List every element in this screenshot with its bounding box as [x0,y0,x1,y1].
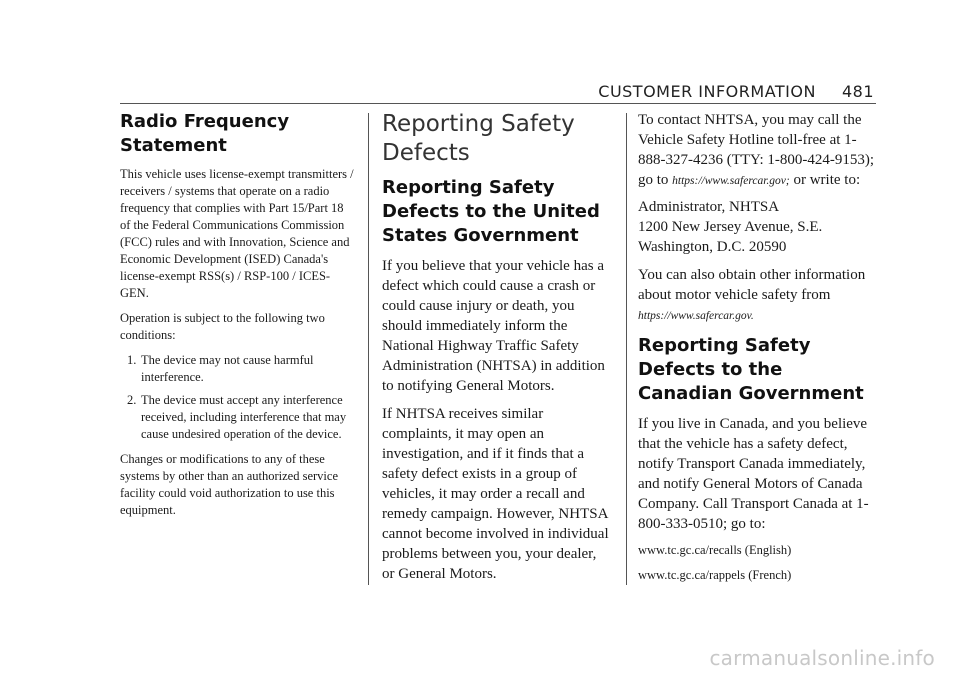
column-divider-1 [368,113,369,585]
list-text: The device must accept any interference received, including interference that may cause undesired operation of the device. [141,393,347,441]
paragraph-canada: If you live in Canada, and you believe that the vehicle has a safety defect, notify Transport Canada immediately, and notify General Motors of Canada Company. Call Transport Canada at 1-800-333-0510; go to: [638,416,869,532]
link-recalls-english[interactable]: www.tc.gc.ca/recalls (English) [638,543,792,557]
subsection-title-us: Reporting Safety Defects to the United States Government [382,177,600,246]
page-number: 481 [841,82,874,101]
contact-tail: or write to: [789,172,861,188]
list-number: 1. [127,353,137,367]
page-header [0,82,874,101]
contact-text: To contact NHTSA, you may call the Vehicle Safety Hotline toll-free at 1-888-327-4236 (TTY: 1-800-424-9153); go to [638,112,875,188]
conditions-list [120,352,354,443]
address-line: Washington, D.C. 20590 [638,239,787,255]
paragraph-nhtsa-complaints: If NHTSA receives similar complaints, it may open an investigation, and if it finds that a safety defect exists in a group of vehicles, it may order a recall and remedy campaign. However, NHTSA cannot become involved in individual problems between you, your dealer, or General Motors. [382,406,609,582]
list-number: 2. [127,393,137,407]
safercar-link[interactable]: https://www.safercar.gov; [672,175,790,187]
nhtsa-address [638,197,878,257]
link-rappels-french[interactable]: www.tc.gc.ca/rappels (French) [638,568,792,582]
safercar-link-2[interactable]: https://www.safercar.gov. [638,310,754,322]
paragraph-contact-nhtsa [638,110,878,191]
paragraph-license-exempt: This vehicle uses license-exempt transmitters / receivers / systems that operate on a radio frequency that complies with Part 15/Part 18 of the Federal Communications Commission (FCC) rules and with Innovation, Science and Economic Development (ISED) Canada's license-exempt RSS(s) / RSP-100 / ICES-GEN. [120,167,354,300]
paragraph-believe-defect: If you believe that your vehicle has a defect which could cause a crash or could cause injury or death, you should immediately inform the National Highway Traffic Safety Administration (NHTSA) in addition to notifying General Motors. [382,258,605,394]
header-divider [120,103,876,104]
list-item [120,352,354,386]
column-1 [120,110,354,527]
column-2 [382,110,612,592]
paragraph-obtain-info [638,265,878,326]
column-divider-2 [626,113,627,585]
list-item [120,392,354,443]
obtain-text: You can also obtain other information about motor vehicle safety from [638,267,866,303]
paragraph-conditions-intro: Operation is subject to the following two conditions: [120,311,325,342]
address-line: 1200 New Jersey Avenue, S.E. [638,219,823,235]
paragraph-modifications: Changes or modifications to any of these systems by other than an authorized service facility could void authorization to use this equipment. [120,452,338,517]
subsection-title-canada: Reporting Safety Defects to the Canadian Government [638,335,864,404]
list-text: The device may not cause harmful interference. [141,353,314,384]
column-3 [638,110,878,592]
section-name: CUSTOMER INFORMATION [598,82,816,101]
watermark: carmanualsonline.info [709,646,935,670]
address-line: Administrator, NHTSA [638,199,780,215]
section-title-reporting-defects: Reporting Safety Defects [382,111,575,166]
section-title-radio-frequency: Radio Frequency Statement [120,111,290,156]
